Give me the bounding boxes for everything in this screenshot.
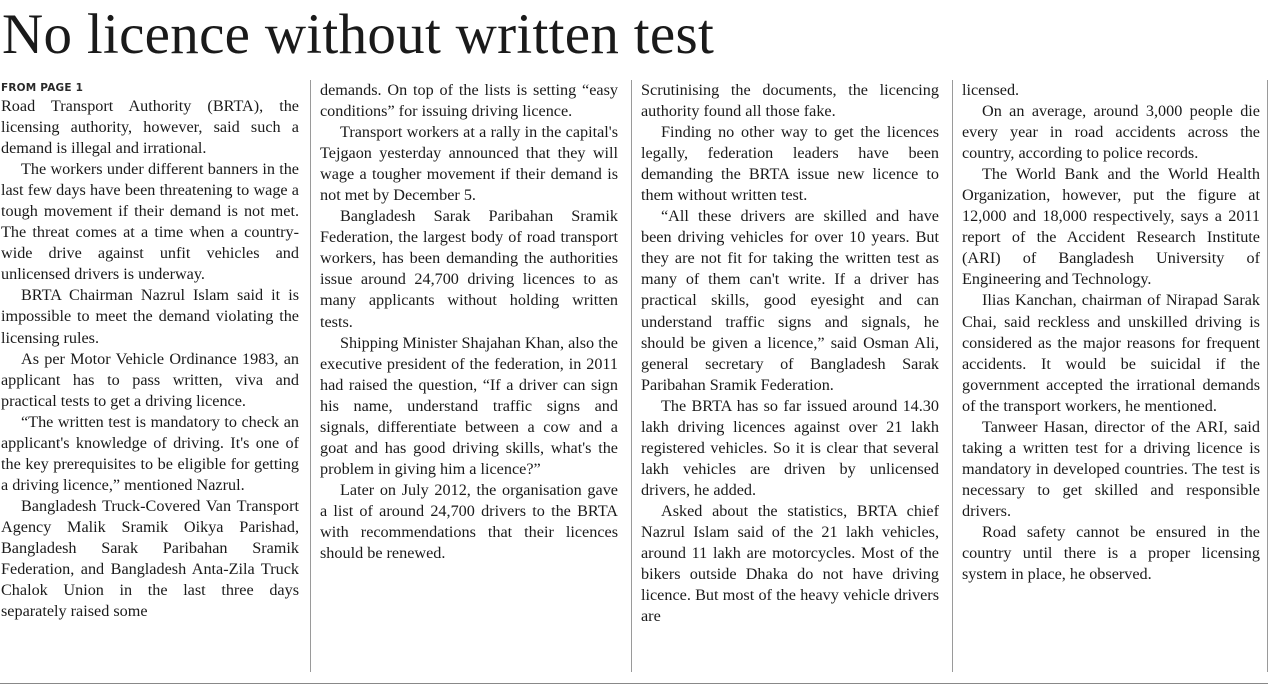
paragraph: The World Bank and the World Health Organization, however, put the figure at 12,000 and 18,000 respectively, says a 2011 report of the Accident Research Institute (ARI) of Bangladesh University of Engineering and Technology.	[962, 165, 1260, 289]
paragraph: Ilias Kanchan, chairman of Nirapad Sarak Chai, said reckless and unskilled driving is considered as the major reasons for frequent accidents. It would be suicidal if the government accepted the irrational demands of the transport workers, he mentioned.	[962, 291, 1260, 415]
paragraph: Asked about the statistics, BRTA chief Nazrul Islam said of the 21 lakh vehicles, around 11 lakh are motorcycles. Most of the bikers outside Dhaka do not have driving licence. But most of the heavy vehicle drivers are	[641, 501, 939, 626]
column-divider	[310, 80, 311, 672]
paragraph: The workers under different banners in the last few days have been threatening to wage a tough movement if their demand is not met. The threat comes at a time when a country-wide drive against unfit vehicles and unlicensed drivers is underway.	[1, 160, 299, 284]
headline: No licence without written test	[2, 3, 715, 66]
column-divider	[952, 80, 953, 672]
article-column-4	[962, 80, 1260, 585]
article-column-2	[320, 80, 618, 564]
paragraph: Bangladesh Sarak Paribahan Sramik Federation, the largest body of road transport workers, has been demanding the authorities issue around 24,700 driving licences to as many applicants without holding written tests.	[320, 207, 618, 331]
paragraph: Later on July 2012, the organisation gave a list of around 24,700 drivers to the BRTA with recommendations that their licences should be renewed.	[320, 480, 618, 563]
article-column-1	[1, 80, 299, 622]
paragraph: Road safety cannot be ensured in the country until there is a proper licensing system in place, he observed.	[962, 522, 1260, 584]
paragraph: As per Motor Vehicle Ordinance 1983, an applicant has to pass written, viva and practical tests to get a driving licence.	[1, 349, 299, 410]
paragraph: demands. On top of the lists is setting “easy conditions” for issuing driving licence.	[320, 81, 618, 121]
paragraph: On an average, around 3,000 people die every year in road accidents across the country, according to police records.	[962, 102, 1260, 163]
paragraph: Road Transport Authority (BRTA), the licensing authority, however, said such a demand is illegal and irrational.	[1, 97, 299, 158]
paragraph: Scrutinising the documents, the licencing authority found all those fake.	[641, 81, 939, 121]
paragraph: Bangladesh Truck-Covered Van Transport Agency Malik Sramik Oikya Parishad, Bangladesh Sarak Paribahan Sramik Federation, and Bangladesh Anta-Zila Truck Chalok Union in the last three days separately raised some	[1, 496, 299, 621]
bottom-rule	[0, 683, 1268, 684]
paragraph: licensed.	[962, 81, 1020, 99]
paragraph: Finding no other way to get the licences legally, federation leaders have been demanding the BRTA issue new licence to them without written test.	[641, 123, 939, 205]
continuation-kicker: FROM PAGE 1	[1, 82, 84, 94]
column-divider	[631, 80, 632, 672]
article-column-3	[641, 80, 939, 627]
paragraph: Shipping Minister Shajahan Khan, also the executive president of the federation, in 2011 had raised the question, “If a driver can sign his name, understand traffic signs and signals, differentiate between a cow and a goat and has good driving skills, what's the problem in giving him a licence?”	[320, 333, 618, 478]
column-divider	[1267, 80, 1268, 672]
paragraph: Transport workers at a rally in the capital's Tejgaon yesterday announced that they will wage a tougher movement if their demand is not met by December 5.	[320, 123, 618, 205]
paragraph: “All these drivers are skilled and have been driving vehicles for over 10 years. But they are not fit for taking the written test as many of them can't write. If a driver has practical skills, good eyesight and can understand traffic signs and signals, he should be given a licence,” said Osman Ali, general secretary of Bangladesh Sarak Paribahan Sramik Federation.	[641, 207, 939, 394]
paragraph: Tanweer Hasan, director of the ARI, said taking a written test for a driving licence is mandatory in developed countries. The test is necessary to get skilled and responsible drivers.	[962, 417, 1260, 520]
paragraph: “The written test is mandatory to check an applicant's knowledge of driving. It's one of the key prerequisites to be eligible for getting a driving licence,” mentioned Nazrul.	[1, 412, 299, 494]
paragraph: The BRTA has so far issued around 14.30 lakh driving licences against over 21 lakh registered vehicles. So it is clear that several lakh vehicles are driven by unlicensed drivers, he added.	[641, 396, 939, 499]
paragraph: BRTA Chairman Nazrul Islam said it is impossible to meet the demand violating the licensing rules.	[1, 286, 299, 347]
